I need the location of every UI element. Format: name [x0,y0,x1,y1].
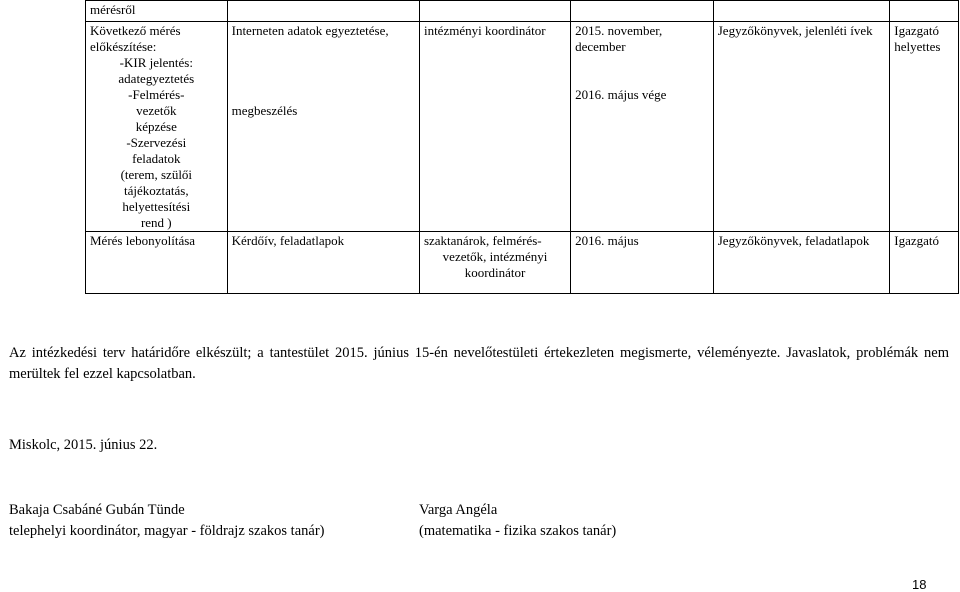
cell-deadline: 2015. november, december 2016. május vége [571,22,714,232]
cell-task: mérésről [86,1,228,22]
measurement-plan-table [85,0,959,294]
cell-responsible: szaktanárok, felmérés- vezetők, intézményi koordinátor [419,232,570,294]
signature-right [419,500,616,542]
cell-documents: Jegyzőkönyvek, feladatlapok [713,232,890,294]
cell-documents: Jegyzőkönyvek, jelenléti ívek [713,22,890,232]
signature-role: telephelyi koordinátor, magyar - földrajz szakos tanár) [9,523,325,539]
place-date: Miskolc, 2015. június 22. [9,437,158,453]
signature-left [9,500,324,542]
cell-responsible: intézményi koordinátor [419,22,570,232]
table-row [86,1,959,22]
signature-name: Bakaja Csabáné Gubán Tünde [9,502,185,518]
cell-supervisor: Igazgató [890,232,959,294]
cell-deadline: 2016. május [571,232,714,294]
cell-method: Kérdőív, feladatlapok [227,232,419,294]
table-row [86,232,959,294]
cell-task: Következő mérés előkészítése: -KIR jelentés: adategyeztetés -Felmérés- vezetők képzése -Szervezési feladatok (terem, szülői tájékoztatás, helyettesítési rend ) [86,22,228,232]
cell-supervisor: Igazgató helyettes [890,22,959,232]
page-number: 18 [912,577,927,592]
summary-paragraph: Az intézkedési terv határidőre elkészült; a tantestület 2015. június 15-én nevelőtestületi értekezleten megismerte, véleményezte. Javaslatok, problémák nem merültek fel ezzel kapcsolatban. [9,345,949,382]
signature-role: (matematika - fizika szakos tanár) [419,523,617,539]
cell-task: Mérés lebonyolítása [86,232,228,294]
signature-name: Varga Angéla [419,502,498,518]
cell-method: Interneten adatok egyeztetése, megbeszélés [227,22,419,232]
table-row [86,22,959,232]
